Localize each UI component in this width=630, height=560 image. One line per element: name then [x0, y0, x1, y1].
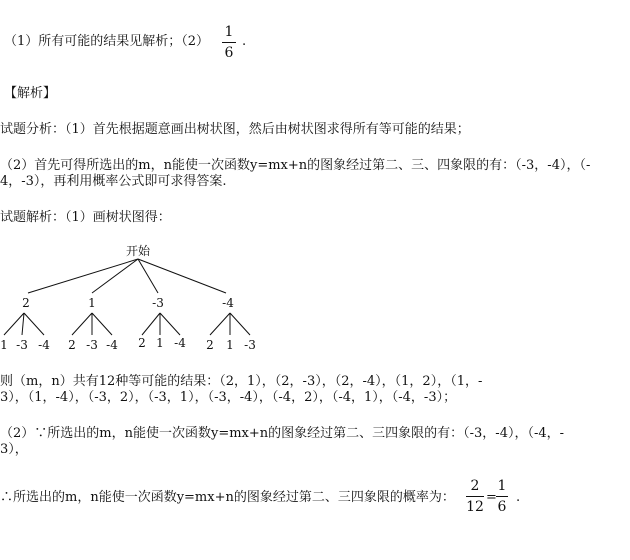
answer-frac-denominator: 6 — [224, 45, 234, 61]
tree-diagram — [0, 235, 630, 365]
tree-level1-node: -4 — [222, 296, 234, 310]
conclusion-equals: = — [486, 490, 497, 505]
results-line-2: 3），（1，-4），（-3，2），（-3，1），（-3，-4），（-4，2），（-4，1），（-4，-3）； — [0, 390, 457, 405]
conclusion-frac2-numerator: 1 — [497, 478, 507, 494]
conclusion-fraction-2 — [496, 478, 508, 515]
tree-leaf: -3 — [86, 338, 98, 352]
answer-frac-numerator: 1 — [224, 24, 234, 40]
tree-leaf: -4 — [38, 338, 50, 352]
tree-root: 开始 — [125, 244, 151, 258]
tree-leaf: 2 — [138, 336, 146, 350]
tree-leaf: 1 — [156, 336, 164, 350]
conclusion-fraction-1 — [466, 478, 484, 515]
conclusion-frac1-numerator: 2 — [470, 478, 480, 494]
tree-leaf: 1 — [226, 338, 234, 352]
answer-end: . — [242, 34, 247, 49]
analysis-line-2b: 4，-3），再利用概率公式即可求得答案. — [0, 174, 227, 189]
tree-level1-node: -3 — [152, 296, 164, 310]
conclusion-frac2-denominator: 6 — [497, 499, 507, 515]
tree-leaf: 2 — [68, 338, 76, 352]
analysis-line-1: 试题分析：（1）首先根据题意画出树状图，然后由树状图求得所有等可能的结果； — [0, 122, 470, 137]
tree-level1-node: 1 — [88, 296, 96, 310]
tree-leaf: 2 — [206, 338, 214, 352]
tree-leaf: -3 — [16, 338, 28, 352]
conclusion-end: . — [516, 490, 521, 505]
tree-level1-node: 2 — [22, 296, 30, 310]
conclusion-frac1-denominator: 12 — [466, 499, 484, 515]
tree-leaf: -3 — [244, 338, 256, 352]
part2-line-1: （2）∵所选出的m，n能使一次函数y=mx+n的图象经过第二、三四象限的有：（-3，-4），（-4，- — [0, 426, 565, 441]
answer-text: （1）所有可能的结果见解析；（2） — [4, 34, 210, 49]
conclusion-text: ∴所选出的m，n能使一次函数y=mx+n的图象经过第二、三四象限的概率为： — [0, 490, 455, 505]
tree-leaf: -4 — [174, 336, 186, 350]
analysis-header: 【解析】 — [4, 86, 57, 101]
results-line-1: 则（m，n）共有12种等可能的结果：（2，1），（2，-3），（2，-4），（1，2），（1，- — [0, 374, 483, 389]
solution-intro: 试题解析：（1）画树状图得： — [0, 210, 171, 225]
analysis-line-2a: （2）首先可得所选出的m，n能使一次函数y=mx+n的图象经过第二、三、四象限的有：（-3，-4），（- — [0, 158, 591, 173]
tree-leaf: 1 — [0, 338, 8, 352]
part2-line-2: 3）， — [0, 442, 28, 457]
answer-fraction — [222, 24, 236, 61]
tree-leaf: -4 — [106, 338, 118, 352]
